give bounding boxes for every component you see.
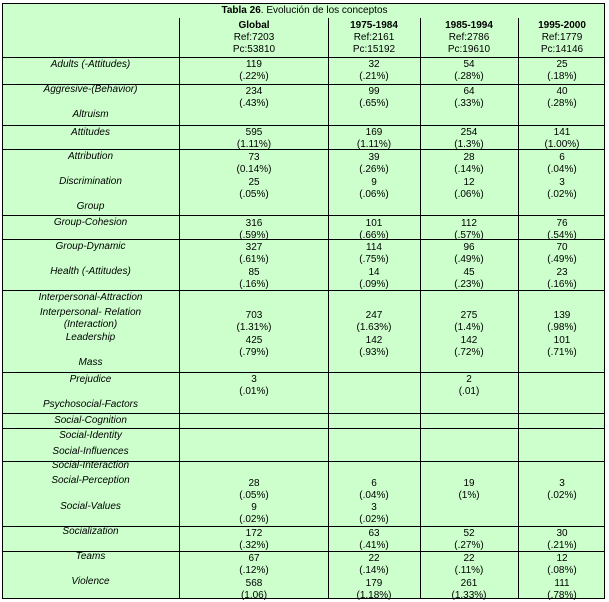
evolution-table [2, 3, 605, 599]
table-cell: 112 [461, 218, 477, 229]
table-cell: (.16%) [239, 279, 269, 290]
table-cell: (.21%) [359, 71, 389, 82]
table-cell: 172 [245, 528, 263, 539]
table-cell: (0.14%) [236, 164, 272, 175]
table-cell: (1.63%) [356, 322, 392, 333]
table-cell: 45 [463, 267, 475, 278]
table-cell: (.32%) [239, 540, 269, 551]
table-cell: (.98%) [547, 322, 577, 333]
table-cell: 40 [556, 86, 568, 97]
table-cell: (1.3%) [454, 139, 484, 150]
table-cell: (.02%) [239, 514, 269, 525]
table-cell: (1.4%) [454, 322, 484, 333]
table-cell: 14 [368, 267, 380, 278]
table-cell: (.22%) [239, 71, 269, 82]
row-label: Social-Interaction [51, 460, 130, 471]
row-label: Altruism [72, 109, 109, 120]
row-label: Socialization [62, 526, 119, 537]
table-cell: 327 [245, 242, 263, 253]
table-cell: (.54%) [547, 230, 577, 241]
column-divider [179, 18, 180, 598]
table-cell: (.14%) [359, 565, 389, 576]
table-cell: 12 [463, 177, 475, 188]
row-label: Psychosocial-Factors [42, 399, 139, 410]
table-cell: 2 [466, 374, 472, 385]
row-label: Group-Cohesion [53, 217, 128, 228]
table-cell: (.01) [458, 386, 480, 397]
table-cell: (.75%) [359, 254, 389, 265]
table-cell: (.49%) [547, 254, 577, 265]
table-cell: 142 [460, 335, 478, 346]
table-cell: (.05%) [239, 490, 269, 501]
table-title-text: . Evolución de los conceptos [260, 5, 388, 16]
column-ref: Ref:2786 [448, 32, 490, 43]
table-cell: 119 [246, 59, 262, 70]
table-cell: (.08%) [547, 565, 577, 576]
table-cell: (.02%) [359, 514, 389, 525]
table-title-number: Tabla 26 [221, 5, 261, 16]
table-cell: 54 [463, 59, 475, 70]
table-cell: 3 [371, 502, 377, 513]
table-cell: 23 [556, 267, 568, 278]
table-cell: 76 [556, 218, 568, 229]
table-cell: 9 [371, 177, 377, 188]
column-pc: Pc:19610 [447, 44, 491, 55]
row-label: Attitudes [71, 127, 110, 138]
table-cell: (.41%) [359, 540, 389, 551]
table-cell: 179 [365, 578, 383, 589]
row-label: Aggresive-(Behavior) [43, 84, 138, 95]
table-cell: 39 [368, 152, 380, 163]
table-cell: (.27%) [454, 540, 484, 551]
table-cell: 703 [245, 310, 263, 321]
table-cell: 139 [553, 310, 571, 321]
table-cell: 85 [248, 267, 260, 278]
table-cell: (.01%) [239, 386, 269, 397]
table-title [3, 5, 606, 16]
row-label: Teams [75, 551, 106, 562]
table-cell: 22 [368, 553, 380, 564]
row-label: Discrimination [59, 176, 122, 187]
table-cell: 142 [365, 335, 383, 346]
row-label: Violence [71, 576, 110, 587]
row-divider [3, 215, 604, 216]
table-cell: (.28%) [547, 98, 577, 109]
row-label: Interpersonal- Relation [39, 307, 142, 318]
table-cell: 9 [251, 502, 257, 513]
table-cell: 3 [251, 374, 257, 385]
table-cell: 247 [365, 310, 383, 321]
table-cell: (.18%) [547, 71, 577, 82]
table-cell: 3 [559, 478, 565, 489]
row-label: Prejudice [69, 374, 112, 385]
table-cell: 99 [368, 86, 380, 97]
table-cell: (.26%) [359, 164, 389, 175]
table-cell: 141 [553, 127, 571, 138]
column-header: 1975-1984 [350, 20, 398, 31]
table-cell: (1.31%) [236, 322, 272, 333]
table-cell: 101 [365, 218, 383, 229]
table-cell: 25 [556, 59, 568, 70]
table-cell: 30 [556, 528, 568, 539]
row-divider [3, 413, 604, 414]
table-cell: 67 [248, 553, 260, 564]
table-cell: (.21%) [547, 540, 577, 551]
column-pc: Pc:53810 [232, 44, 276, 55]
row-divider [3, 372, 604, 373]
table-cell: (.05%) [239, 189, 269, 200]
table-cell: (.61%) [239, 254, 269, 265]
table-cell: (.12%) [239, 565, 269, 576]
table-cell: (1.18%) [356, 590, 392, 601]
table-cell: (1.11%) [356, 139, 392, 150]
row-divider [3, 57, 604, 58]
table-cell: 595 [245, 127, 263, 138]
table-cell: 169 [365, 127, 383, 138]
table-cell: 316 [245, 218, 263, 229]
table-cell: (.06%) [359, 189, 389, 200]
row-label: Social-Influences [52, 446, 129, 457]
table-cell: 64 [463, 86, 475, 97]
table-cell: 28 [463, 152, 475, 163]
column-header: 1995-2000 [538, 20, 586, 31]
row-label: Social-Perception [51, 475, 130, 486]
table-cell: 6 [559, 152, 565, 163]
table-cell: (.43%) [239, 98, 269, 109]
table-cell: (.59%) [239, 230, 269, 241]
row-label: Leadership [65, 332, 116, 343]
column-ref: Ref:7203 [233, 32, 275, 43]
row-divider [3, 428, 604, 429]
table-cell: 25 [248, 177, 260, 188]
row-label: Attribution [67, 151, 114, 162]
table-cell: (.04%) [547, 164, 577, 175]
table-cell: (.78%) [547, 590, 577, 601]
table-cell: (.04%) [359, 490, 389, 501]
row-label: (Interaction) [63, 319, 118, 330]
row-label: Health (-Attitudes) [50, 266, 131, 277]
row-label: Social-Identity [59, 430, 122, 441]
table-cell: (.09%) [359, 279, 389, 290]
column-pc: Pc:15192 [352, 44, 396, 55]
table-cell: (1.00%) [544, 139, 580, 150]
table-cell: (.79%) [239, 347, 269, 358]
table-cell: (1%) [458, 490, 480, 501]
table-cell: (.57%) [454, 230, 484, 241]
table-cell: 28 [248, 478, 260, 489]
table-cell: (.33%) [454, 98, 484, 109]
row-label: Group-Dynamic [55, 241, 126, 252]
column-pc: Pc:14146 [540, 44, 584, 55]
table-cell: (.49%) [454, 254, 484, 265]
row-label: Mass [78, 357, 103, 368]
table-cell: 234 [245, 86, 263, 97]
column-ref: Ref:2161 [353, 32, 395, 43]
table-cell: 63 [368, 528, 380, 539]
table-cell: (.06%) [454, 189, 484, 200]
table-cell: (.16%) [547, 279, 577, 290]
table-cell: 568 [245, 578, 263, 589]
column-ref: Ref:1779 [541, 32, 583, 43]
table-cell: 70 [556, 242, 568, 253]
table-cell: 261 [460, 578, 478, 589]
table-cell: (.11%) [454, 565, 484, 576]
table-cell: (1.11%) [236, 139, 272, 150]
table-cell: 73 [248, 152, 260, 163]
row-divider [3, 125, 604, 126]
table-cell: (1.33%) [451, 590, 487, 601]
row-label: Social-Cognition [54, 415, 127, 426]
table-cell: 275 [460, 310, 478, 321]
row-label: Group [76, 201, 105, 212]
table-cell: 12 [556, 553, 568, 564]
table-cell: 101 [553, 335, 571, 346]
table-cell: (.66%) [359, 230, 389, 241]
table-cell: (.72%) [454, 347, 484, 358]
table-cell: (1.06) [240, 590, 268, 601]
table-cell: 52 [463, 528, 475, 539]
table-cell: 96 [463, 242, 475, 253]
table-cell: (.02%) [547, 189, 577, 200]
table-cell: (.02%) [547, 490, 577, 501]
table-cell: 111 [554, 578, 570, 589]
table-cell: 22 [463, 553, 475, 564]
table-cell: 114 [366, 242, 382, 253]
table-cell: (.28%) [454, 71, 484, 82]
table-cell: 3 [559, 177, 565, 188]
row-label: Social-Values [60, 501, 121, 512]
table-cell: (.23%) [454, 279, 484, 290]
table-cell: 425 [245, 335, 263, 346]
table-cell: (.65%) [359, 98, 389, 109]
table-cell: 19 [463, 478, 475, 489]
row-label: Adults (-Attitudes) [50, 59, 131, 70]
table-cell: (.71%) [547, 347, 577, 358]
table-cell: 254 [460, 127, 478, 138]
table-cell: 32 [368, 59, 380, 70]
table-cell: 6 [371, 478, 377, 489]
table-cell: (.14%) [454, 164, 484, 175]
column-header: Global [238, 20, 270, 31]
row-label: Interpersonal-Attraction [38, 292, 143, 303]
table-cell: (.93%) [359, 347, 389, 358]
column-header: 1985-1994 [445, 20, 493, 31]
